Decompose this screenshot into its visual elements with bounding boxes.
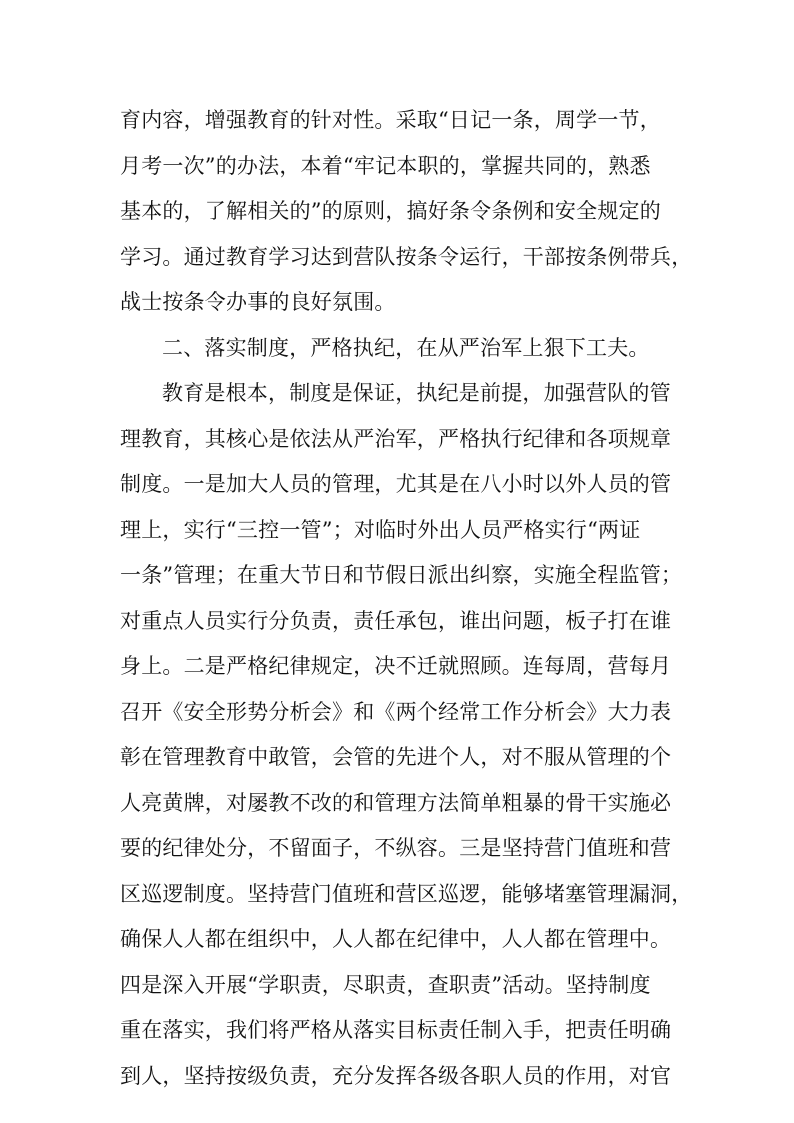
text-line: 理上，实行“三控一管”；对临时外出人员严格实行“两证: [120, 517, 641, 542]
text-line: 要的纪律处分，不留面子，不纵容。三是坚持营门值班和营: [120, 836, 672, 860]
document-body: [120, 98, 693, 1099]
text-line: 区巡逻制度。坚持营门值班和营区巡逻，能够堵塞管理漏洞，: [120, 881, 693, 906]
text-line: 育内容，增强教育的针对性。采取“日记一条，周学一节，: [120, 108, 661, 132]
text-line: 一条”管理；在重大节日和节假日派出纠察，实施全程监管；: [120, 563, 683, 587]
text-line: 彰在管理教育中敢管，会管的先进个人，对不服从管理的个: [120, 745, 672, 769]
text-line: 基本的，了解相关的”的原则，搞好条令条例和安全规定的: [120, 199, 661, 223]
text-line: 制度。一是加大人员的管理，尤其是在八小时以外人员的管: [120, 472, 672, 496]
text-line: 学习。通过教育学习达到营队按条令运行，干部按条例带兵，: [120, 244, 693, 269]
text-line: 月考一次”的办法，本着“牢记本职的，掌握共同的，熟悉: [120, 153, 651, 178]
text-line: 四是深入开展“学职责，尽职责，查职责”活动。坚持制度: [120, 972, 651, 997]
text-line: 人亮黄牌，对屡教不改的和管理方法简单粗暴的骨干实施必: [120, 790, 672, 815]
text-line: 对重点人员实行分负责，责任承包，谁出问题，板子打在谁: [120, 608, 672, 633]
paragraph-start-line: 教育是根本，制度是保证，执纪是前提，加强营队的管: [162, 381, 671, 405]
text-line: 理教育，其核心是依法从严治军，严格执行纪律和各项规章: [120, 426, 672, 451]
text-line: 到人，坚持按级负责，充分发挥各级各职人员的作用，对官: [120, 1063, 672, 1088]
text-line: 召开《安全形势分析会》和《两个经常工作分析会》大力表: [120, 699, 672, 724]
text-line: 身上。二是严格纪律规定，决不迁就照顾。连每周，营每月: [120, 654, 672, 678]
section-heading: 二、落实制度，严格执纪，在从严治军上狠下工夫。: [162, 335, 650, 360]
text-line: 战士按条令办事的良好氛围。: [120, 290, 396, 314]
text-line: 重在落实，我们将严格从落实目标责任制入手，把责任明确: [120, 1018, 672, 1042]
text-line: 确保人人都在组织中，人人都在纪律中，人人都在管理中。: [120, 927, 672, 951]
